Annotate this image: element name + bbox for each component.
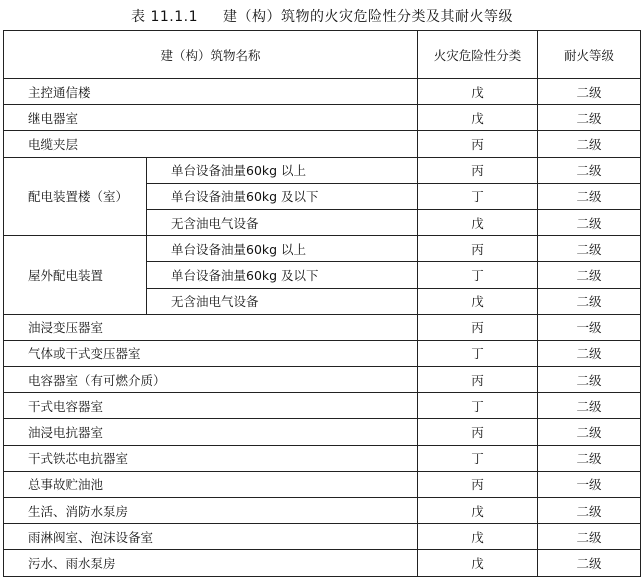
fire-rating: 二级 bbox=[538, 524, 641, 550]
table-row bbox=[4, 524, 641, 550]
building-name: 干式铁芯电抗器室 bbox=[4, 445, 418, 471]
fire-rating: 二级 bbox=[538, 340, 641, 366]
table-row bbox=[4, 79, 641, 105]
header-name: 建（构）筑物名称 bbox=[4, 31, 418, 79]
building-name: 油浸变压器室 bbox=[4, 314, 418, 340]
hazard-class: 戊 bbox=[418, 524, 538, 550]
hazard-class: 丁 bbox=[418, 340, 538, 366]
building-name: 污水、雨水泵房 bbox=[4, 550, 418, 576]
building-name: 生活、消防水泵房 bbox=[4, 498, 418, 524]
group-name: 配电装置楼（室） bbox=[4, 157, 147, 236]
fire-rating: 二级 bbox=[538, 236, 641, 262]
building-name: 电容器室（有可燃介质） bbox=[4, 367, 418, 393]
table-row bbox=[4, 471, 641, 497]
sub-item: 单台设备油量60kg 以上 bbox=[147, 157, 418, 183]
table-row bbox=[4, 498, 641, 524]
building-name: 干式电容器室 bbox=[4, 393, 418, 419]
hazard-class: 丙 bbox=[418, 314, 538, 340]
building-name: 继电器室 bbox=[4, 105, 418, 131]
sub-item: 无含油电气设备 bbox=[147, 209, 418, 235]
group-name: 屋外配电装置 bbox=[4, 236, 147, 315]
hazard-class: 戊 bbox=[418, 209, 538, 235]
header-hazard: 火灾危险性分类 bbox=[418, 31, 538, 79]
building-name: 气体或干式变压器室 bbox=[4, 340, 418, 366]
hazard-class: 戊 bbox=[418, 288, 538, 314]
fire-rating: 一级 bbox=[538, 471, 641, 497]
fire-rating: 二级 bbox=[538, 393, 641, 419]
table-row bbox=[4, 445, 641, 471]
hazard-class: 戊 bbox=[418, 105, 538, 131]
hazard-class: 丙 bbox=[418, 131, 538, 157]
hazard-class: 戊 bbox=[418, 498, 538, 524]
sub-item: 单台设备油量60kg 及以下 bbox=[147, 183, 418, 209]
building-name: 油浸电抗器室 bbox=[4, 419, 418, 445]
header-row bbox=[4, 31, 641, 79]
fire-rating: 二级 bbox=[538, 498, 641, 524]
building-name: 雨淋阀室、泡沫设备室 bbox=[4, 524, 418, 550]
table-row bbox=[4, 367, 641, 393]
table-caption bbox=[0, 6, 644, 26]
table-row bbox=[4, 131, 641, 157]
sub-item: 无含油电气设备 bbox=[147, 288, 418, 314]
building-name: 总事故贮油池 bbox=[4, 471, 418, 497]
table-row bbox=[4, 157, 641, 183]
fire-rating: 二级 bbox=[538, 445, 641, 471]
fire-rating: 二级 bbox=[538, 288, 641, 314]
fire-rating: 二级 bbox=[538, 367, 641, 393]
fire-rating: 二级 bbox=[538, 419, 641, 445]
hazard-class: 丁 bbox=[418, 445, 538, 471]
table-row bbox=[4, 236, 641, 262]
fire-rating: 二级 bbox=[538, 262, 641, 288]
hazard-class: 丁 bbox=[418, 393, 538, 419]
fire-rating: 二级 bbox=[538, 550, 641, 576]
fire-rating: 二级 bbox=[538, 105, 641, 131]
table-number: 表 11.1.1 bbox=[131, 9, 199, 25]
building-name: 电缆夹层 bbox=[4, 131, 418, 157]
fire-hazard-table bbox=[3, 30, 641, 577]
hazard-class: 丙 bbox=[418, 419, 538, 445]
table-row bbox=[4, 340, 641, 366]
hazard-class: 丙 bbox=[418, 367, 538, 393]
table-title: 建（构）筑物的火灾危险性分类及其耐火等级 bbox=[222, 9, 513, 25]
hazard-class: 戊 bbox=[418, 79, 538, 105]
fire-rating: 一级 bbox=[538, 314, 641, 340]
fire-rating: 二级 bbox=[538, 157, 641, 183]
table-row bbox=[4, 314, 641, 340]
hazard-class: 戊 bbox=[418, 550, 538, 576]
building-name: 主控通信楼 bbox=[4, 79, 418, 105]
table-row bbox=[4, 105, 641, 131]
fire-rating: 二级 bbox=[538, 209, 641, 235]
sub-item: 单台设备油量60kg 以上 bbox=[147, 236, 418, 262]
fire-rating: 二级 bbox=[538, 79, 641, 105]
fire-rating: 二级 bbox=[538, 131, 641, 157]
header-rating: 耐火等级 bbox=[538, 31, 641, 79]
hazard-class: 丁 bbox=[418, 183, 538, 209]
hazard-class: 丙 bbox=[418, 157, 538, 183]
table-row bbox=[4, 550, 641, 576]
table-row bbox=[4, 393, 641, 419]
sub-item: 单台设备油量60kg 及以下 bbox=[147, 262, 418, 288]
hazard-class: 丁 bbox=[418, 262, 538, 288]
fire-rating: 二级 bbox=[538, 183, 641, 209]
hazard-class: 丙 bbox=[418, 471, 538, 497]
table-row bbox=[4, 419, 641, 445]
hazard-class: 丙 bbox=[418, 236, 538, 262]
